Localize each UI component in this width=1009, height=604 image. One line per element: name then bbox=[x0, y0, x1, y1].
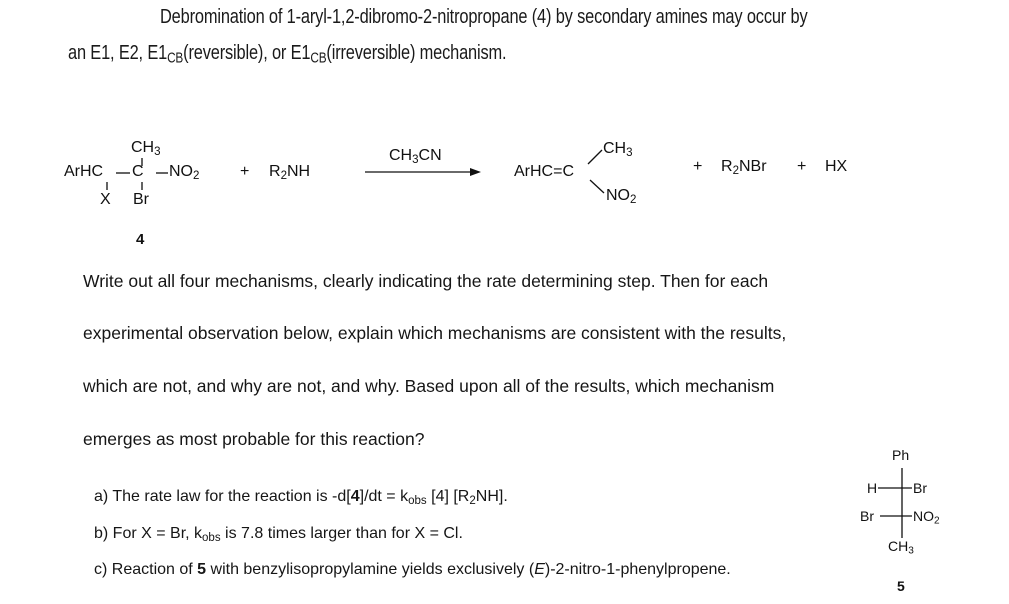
reactant-label: 4 bbox=[136, 231, 145, 248]
observation-c: c) Reaction of 5 with benzylisopropylamine yields exclusively (E)-2-nitro-1-phenylpropene. bbox=[94, 561, 731, 578]
reactant-center-carbon: C bbox=[132, 163, 144, 180]
compound5-label: 5 bbox=[897, 578, 905, 594]
reactant-x: X bbox=[100, 191, 111, 208]
reactant-arhc: ArHC bbox=[64, 163, 104, 180]
plus-2: + bbox=[693, 158, 703, 175]
plus-1: + bbox=[240, 163, 250, 180]
compound5-ph: Ph bbox=[892, 447, 910, 463]
compound5-br-left: Br bbox=[860, 508, 874, 524]
reactant-ch3: $CH_3$ bbox=[131, 139, 161, 158]
header-line-1: Debromination of 1-aryl-1,2-dibromo-2-nitropropane (4) by secondary amines may occur by bbox=[160, 6, 808, 28]
header-line-2: an E1, E2, $E1_{CB}(reversible)$, or $E1_{CB}(irreversible)$ mechanism. bbox=[68, 42, 507, 67]
solvent: $CH_3CN$ bbox=[389, 147, 442, 166]
observation-b: b) For X = Br, $k_{obs}$ is 7.8 times larger than for X = Cl. bbox=[94, 525, 463, 544]
reactant-no2: $NO_2$ bbox=[169, 163, 200, 182]
question-line-3: which are not, and why are not, and why. Based upon all of the results, which mechanism bbox=[83, 376, 775, 396]
byproduct-r2nbr: $R_2NBr$ bbox=[721, 158, 767, 177]
question-line-2: experimental observation below, explain which mechanisms are consistent with the results, bbox=[83, 323, 787, 343]
plus-3: + bbox=[797, 158, 807, 175]
product-main: ArHC=C bbox=[514, 163, 575, 180]
compound5-ch3: $CH_3$ bbox=[888, 538, 914, 557]
compound5-h: H bbox=[867, 480, 878, 496]
amine: $R_2NH$ bbox=[269, 163, 311, 182]
observation-a: a) The rate law for the reaction is $-d[4]/dt = k_{obs}$ [4] $[R_2NH]$. bbox=[94, 488, 508, 507]
byproduct-hx: HX bbox=[825, 158, 848, 175]
product-no2: $NO_2$ bbox=[606, 187, 637, 206]
compound5-br-right: Br bbox=[913, 480, 927, 496]
reactant-br: Br bbox=[133, 191, 149, 208]
question-line-1: Write out all four mechanisms, clearly indicating the rate determining step. Then for each bbox=[83, 271, 769, 291]
question-line-4: emerges as most probable for this reaction? bbox=[83, 429, 425, 449]
compound5-no2: $NO_2$ bbox=[913, 508, 940, 527]
product-ch3: $CH_3$ bbox=[603, 140, 633, 159]
